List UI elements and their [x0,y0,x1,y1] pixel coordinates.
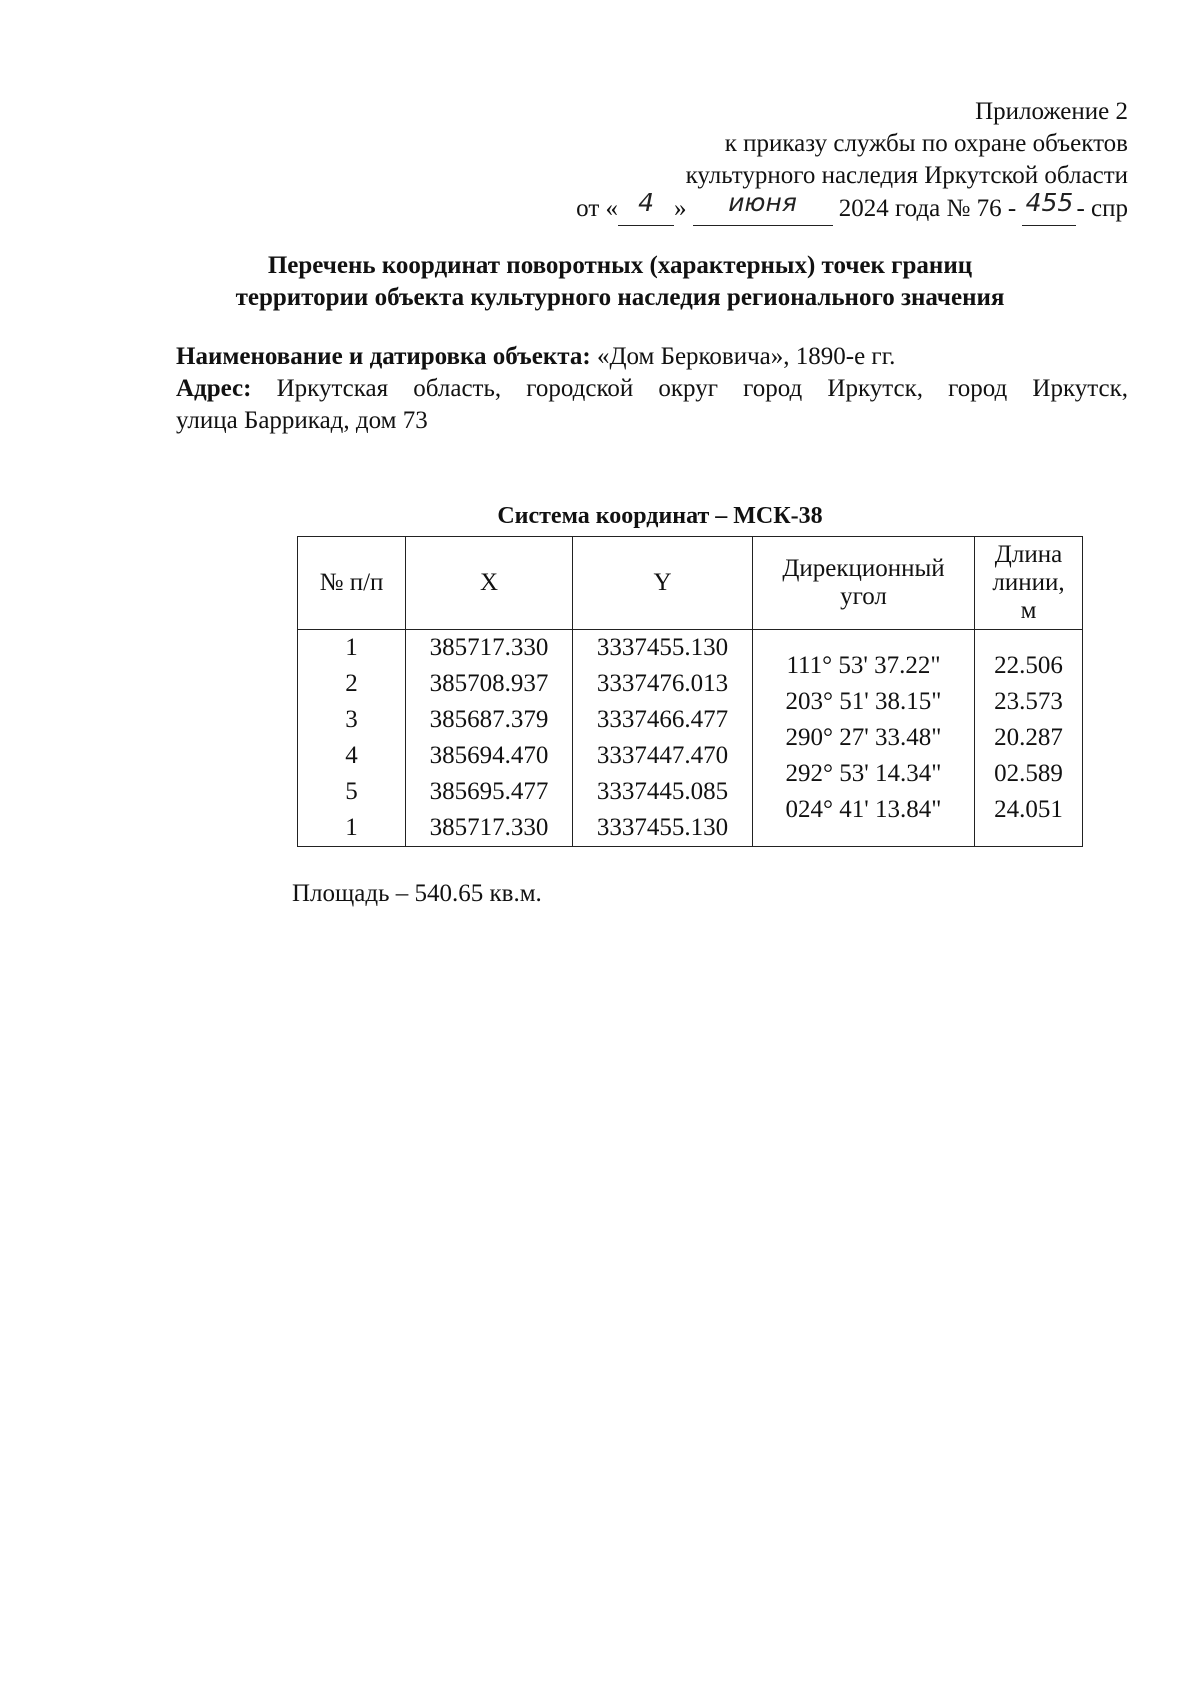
y-value: 3337445.085 [596,778,729,805]
point-number: 1 [345,634,358,661]
order-reference: к приказу службы по охране объектов [724,130,1128,157]
object-info [176,341,1128,437]
address-line-2: улица Баррикад, дом 73 [176,407,428,434]
col-header-length: Длина линии, м [975,537,1083,630]
col-header-angle: Дирекционный угол [753,537,975,630]
coordinate-system-caption: Система координат – МСК-38 [497,503,823,529]
angle-value: 111° 53' 37.22" [786,652,941,679]
x-value: 385694.470 [429,742,549,769]
col-header-x: X [406,537,573,630]
object-name-value: «Дом Берковича», 1890-е гг. [596,343,896,370]
point-number: 5 [345,778,358,805]
x-column [406,630,573,847]
angle-column [753,630,975,847]
y-value: 3337476.013 [596,670,729,697]
x-value: 385717.330 [429,634,549,661]
table-body-row [298,630,1083,847]
x-value: 385717.330 [429,814,549,841]
angle-value: 203° 51' 38.15" [785,688,942,715]
x-value: 385695.477 [429,778,549,805]
object-name-line [176,341,1128,373]
x-value: 385708.937 [429,670,549,697]
date-close-quote: » [674,195,687,222]
length-value: 20.287 [994,724,1063,751]
address-line-1 [176,373,1128,405]
length-value: 02.589 [994,760,1063,787]
order-suffix: - спр [1076,195,1128,222]
handwritten-day: 4 [618,192,674,226]
angle-value: 024° 41' 13.84" [785,796,942,823]
handwritten-order-number: 455 [1022,192,1076,226]
address-label: Адрес: [176,375,252,402]
length-value: 24.051 [994,796,1063,823]
col-header-number: № п/п [298,537,406,630]
table-header-row [298,537,1083,630]
date-year-text: 2024 года № 76 - [838,195,1017,222]
y-value: 3337466.477 [596,706,729,733]
order-date-line [576,188,1128,226]
point-number: 1 [345,814,358,841]
col-header-y: Y [573,537,753,630]
appendix-label: Приложение 2 [975,98,1128,125]
angle-value: 290° 27' 33.48" [785,724,942,751]
object-name-label: Наименование и датировка объекта: [176,343,591,370]
order-header [576,96,1128,226]
handwritten-month: июня [693,192,833,226]
title-line-2: территории объекта культурного наследия регионального значения [235,284,1005,311]
title-line-1: Перечень координат поворотных (характерных) точек границ [267,252,973,279]
point-number-column [298,630,406,847]
document-title [0,250,1200,314]
point-number: 4 [345,742,358,769]
agency-name: культурного наследия Иркутской области [685,162,1128,189]
coordinates-table [297,536,1083,847]
point-number: 2 [345,670,358,697]
x-value: 385687.379 [429,706,549,733]
date-prefix: от « [576,195,619,222]
address-value-1: Иркутская область, городской округ город Иркутск, город Иркутск, [276,375,1128,402]
y-column [573,630,753,847]
y-value: 3337447.470 [596,742,729,769]
length-column [975,630,1083,847]
y-value: 3337455.130 [596,634,729,661]
point-number: 3 [345,706,358,733]
y-value: 3337455.130 [596,814,729,841]
area-total: Площадь – 540.65 кв.м. [292,880,542,907]
length-value: 23.573 [994,688,1063,715]
length-value: 22.506 [994,652,1063,679]
angle-value: 292° 53' 14.34" [785,760,942,787]
